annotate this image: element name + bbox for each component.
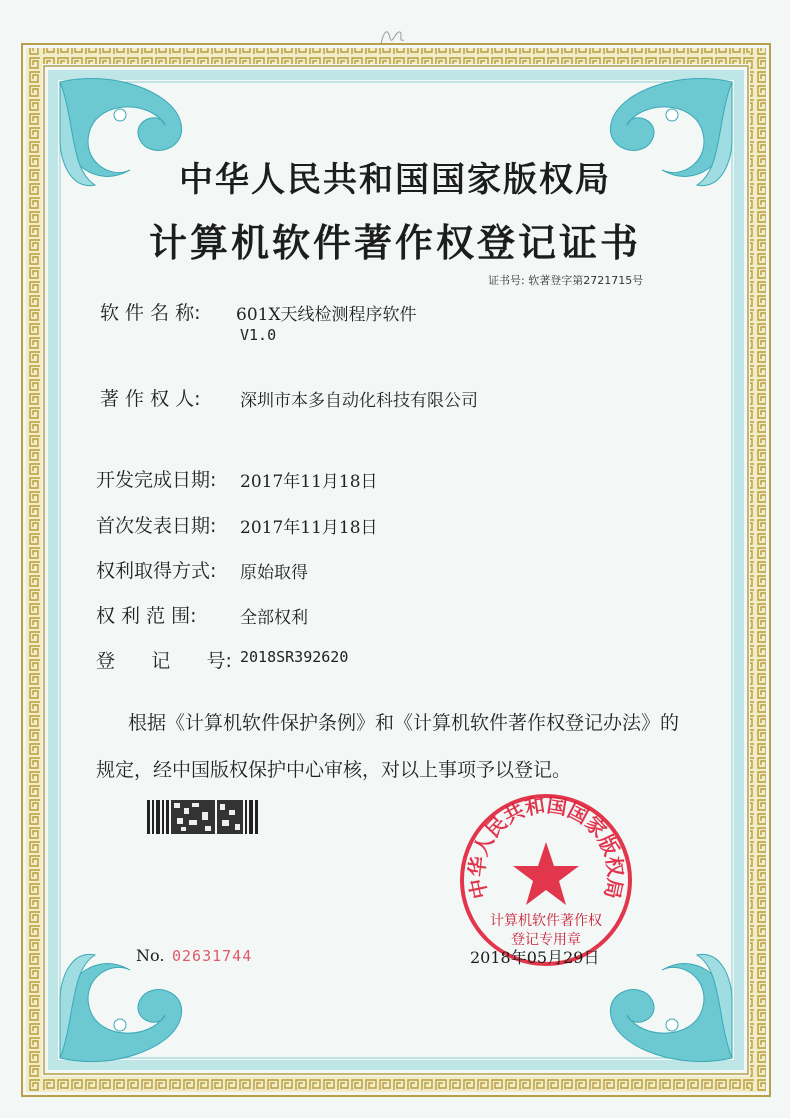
handwritten-mark <box>378 24 406 50</box>
certificate-number: 证书号: 软著登字第2721715号 <box>488 274 644 287</box>
acquisition-value: 原始取得 <box>240 563 308 583</box>
statement-line-2: 规定，经中国版权保护中心审核，对以上事项予以登记。 <box>96 759 572 781</box>
pub-date-value: 2017年11月18日 <box>240 518 378 538</box>
dev-date-label: 开发完成日期: <box>96 469 217 491</box>
corner-ornament-bottom-left <box>60 954 182 1061</box>
acquisition-label: 权利取得方式: <box>96 560 217 582</box>
svg-text:计算机软件著作权: 计算机软件著作权 <box>490 913 602 929</box>
reg-no-value: 2018SR392620 <box>240 648 349 666</box>
owner-label: 著 作 权 人: <box>100 388 201 410</box>
corner-ornament-bottom-right <box>610 954 732 1061</box>
certificate-title: 计算机软件著作权登记证书 <box>148 220 641 265</box>
scope-label: 权 利 范 围: <box>96 605 197 627</box>
svg-text:登记专用章: 登记专用章 <box>511 932 581 948</box>
serial-label: No. <box>136 946 165 965</box>
serial-number: 02631744 <box>172 947 253 965</box>
official-seal <box>456 790 636 970</box>
owner-value: 深圳市本多自动化科技有限公司 <box>240 391 478 411</box>
barcode-image <box>147 800 259 834</box>
software-name-value: 601X天线检测程序软件 <box>236 305 417 325</box>
scope-value: 全部权利 <box>240 608 308 628</box>
issue-date: 2018年05月29日 <box>470 948 600 967</box>
svg-text:中华人民共和国国家版权局: 中华人民共和国国家版权局 <box>464 792 628 901</box>
statement-line-1: 根据《计算机软件保护条例》和《计算机软件著作权登记办法》的 <box>128 712 680 734</box>
reg-no-label: 登 记 号: <box>96 650 232 672</box>
pub-date-label: 首次发表日期: <box>96 515 217 537</box>
dev-date-value: 2017年11月18日 <box>240 472 378 492</box>
software-version-value: V1.0 <box>240 326 277 344</box>
issuer-title: 中华人民共和国国家版权局 <box>179 160 611 200</box>
software-name-label: 软 件 名 称: <box>100 302 201 324</box>
